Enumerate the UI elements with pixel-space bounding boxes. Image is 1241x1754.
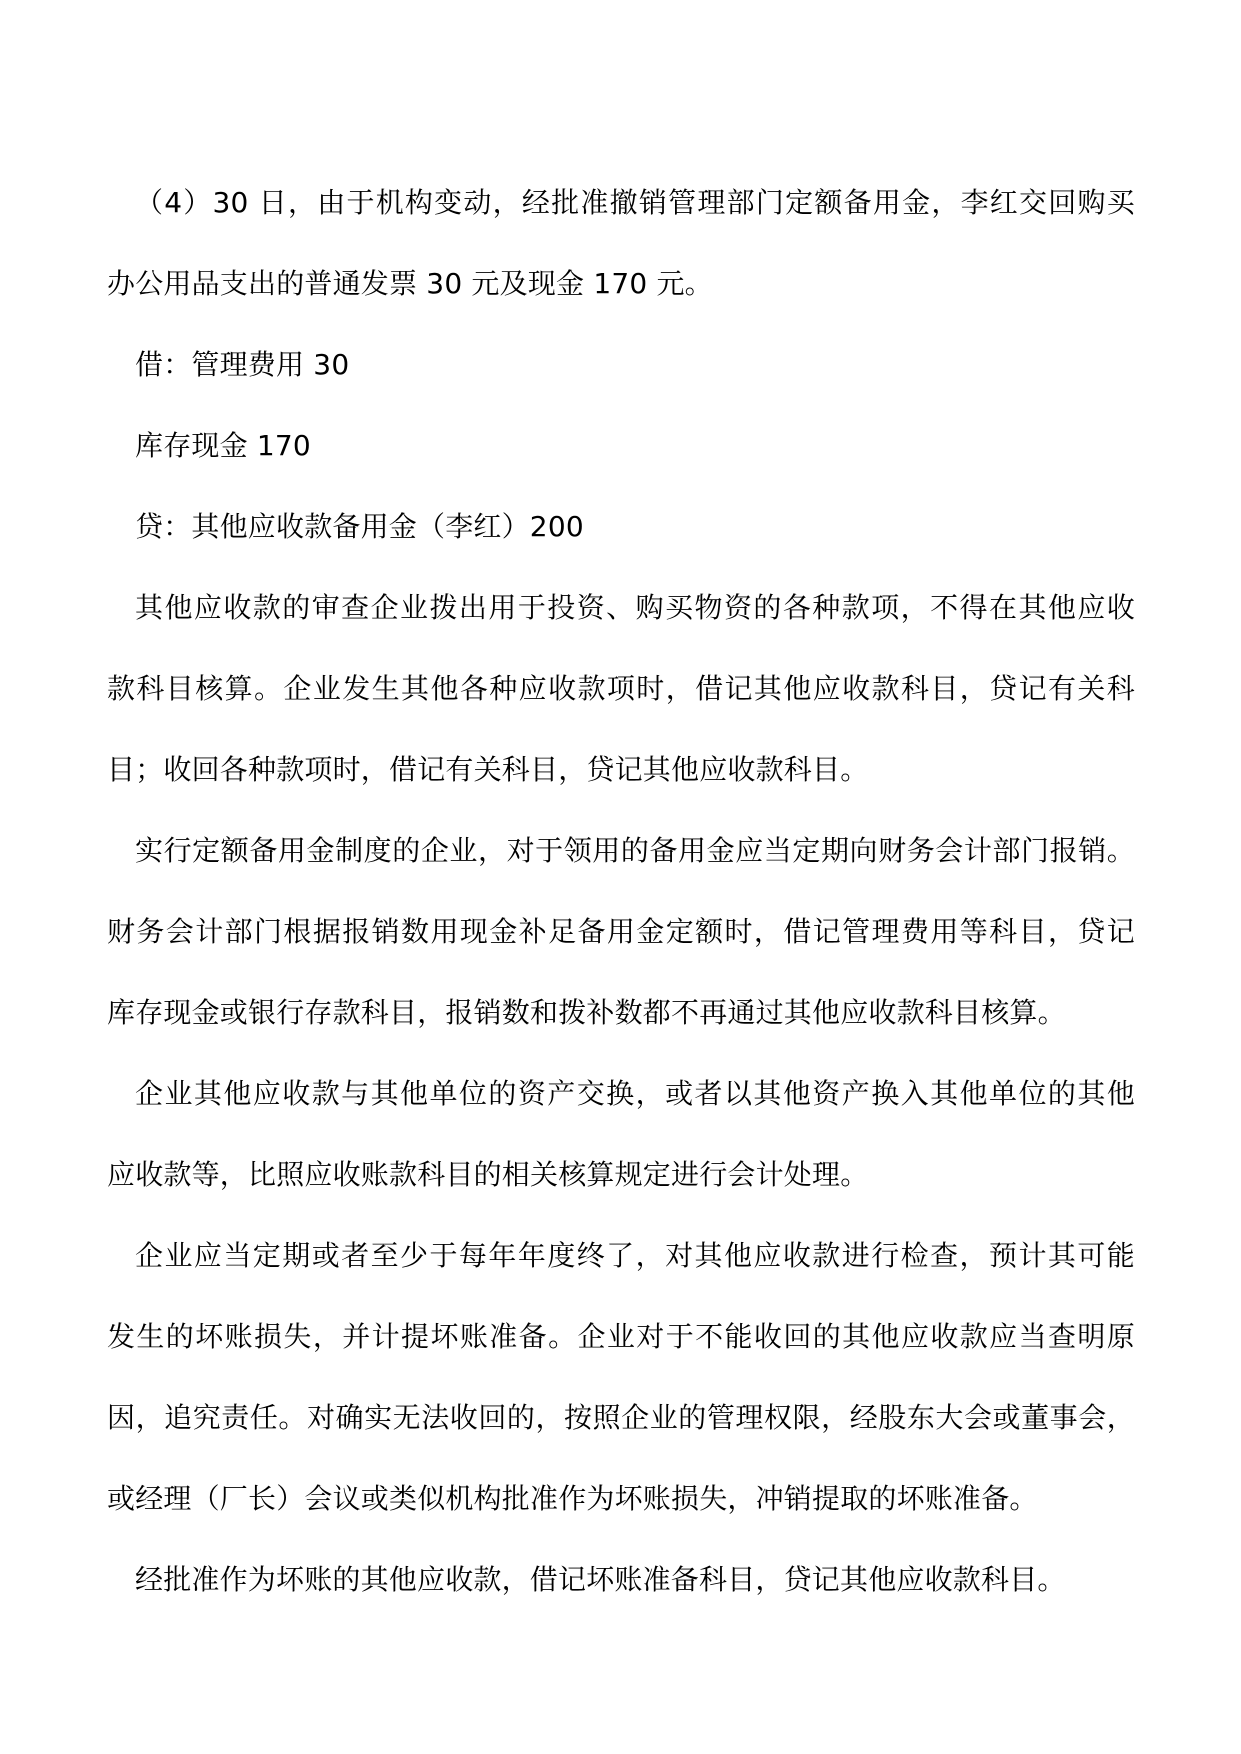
text-line: 发生的坏账损失，并计提坏账准备。企业对于不能收回的其他应收款应当查明原 — [107, 1320, 1135, 1353]
text-line: 经批准作为坏账的其他应收款，借记坏账准备科目，贷记其他应收款科目。 — [135, 1563, 1066, 1596]
text-line: 款科目核算。企业发生其他各种应收款项时，借记其他应收款科目，贷记有关科 — [107, 672, 1135, 705]
text-line: 企业应当定期或者至少于每年年度终了，对其他应收款进行检查，预计其可能 — [135, 1239, 1135, 1272]
paragraph-fixed-petty-cash-system — [107, 810, 1135, 1053]
text-line: 因，追究责任。对确实无法收回的，按照企业的管理权限，经股东大会或董事会， — [107, 1401, 1135, 1434]
text-line: 办公用品支出的普通发票 30 元及现金 170 元。 — [107, 267, 713, 300]
text-line: 库存现金或银行存款科目，报销数和拨补数都不再通过其他应收款科目核算。 — [107, 996, 1066, 1029]
text-line: 财务会计部门根据报销数用现金补足备用金定额时，借记管理费用等科目，贷记 — [107, 915, 1135, 948]
text-line: 目；收回各种款项时，借记有关科目，贷记其他应收款科目。 — [107, 753, 869, 786]
text-line: 借：管理费用 30 — [135, 348, 350, 381]
journal-entry-debit-expense — [107, 324, 1135, 405]
document-body — [107, 162, 1135, 1620]
text-line: 库存现金 170 — [135, 429, 311, 462]
paragraph-bad-debt-writeoff — [107, 1539, 1135, 1620]
paragraph-other-receivables-review — [107, 567, 1135, 810]
text-line: 贷：其他应收款备用金（李红）200 — [135, 510, 584, 543]
text-line: 应收款等，比照应收账款科目的相关核算规定进行会计处理。 — [107, 1158, 869, 1191]
text-line: 其他应收款的审查企业拨出用于投资、购买物资的各种款项，不得在其他应收 — [135, 591, 1135, 624]
paragraph-petty-cash-cancellation — [107, 162, 1135, 324]
text-line: 或经理（厂长）会议或类似机构批准作为坏账损失，冲销提取的坏账准备。 — [107, 1482, 1038, 1515]
paragraph-bad-debt-provision — [107, 1215, 1135, 1539]
text-line: 企业其他应收款与其他单位的资产交换，或者以其他资产换入其他单位的其他 — [135, 1077, 1135, 1110]
paragraph-asset-exchange — [107, 1053, 1135, 1215]
text-line: 实行定额备用金制度的企业，对于领用的备用金应当定期向财务会计部门报销。 — [135, 834, 1135, 867]
journal-entry-credit — [107, 486, 1135, 567]
text-line: （4）30 日，由于机构变动，经批准撤销管理部门定额备用金，李红交回购买 — [135, 186, 1135, 219]
journal-entry-debit-cash — [107, 405, 1135, 486]
